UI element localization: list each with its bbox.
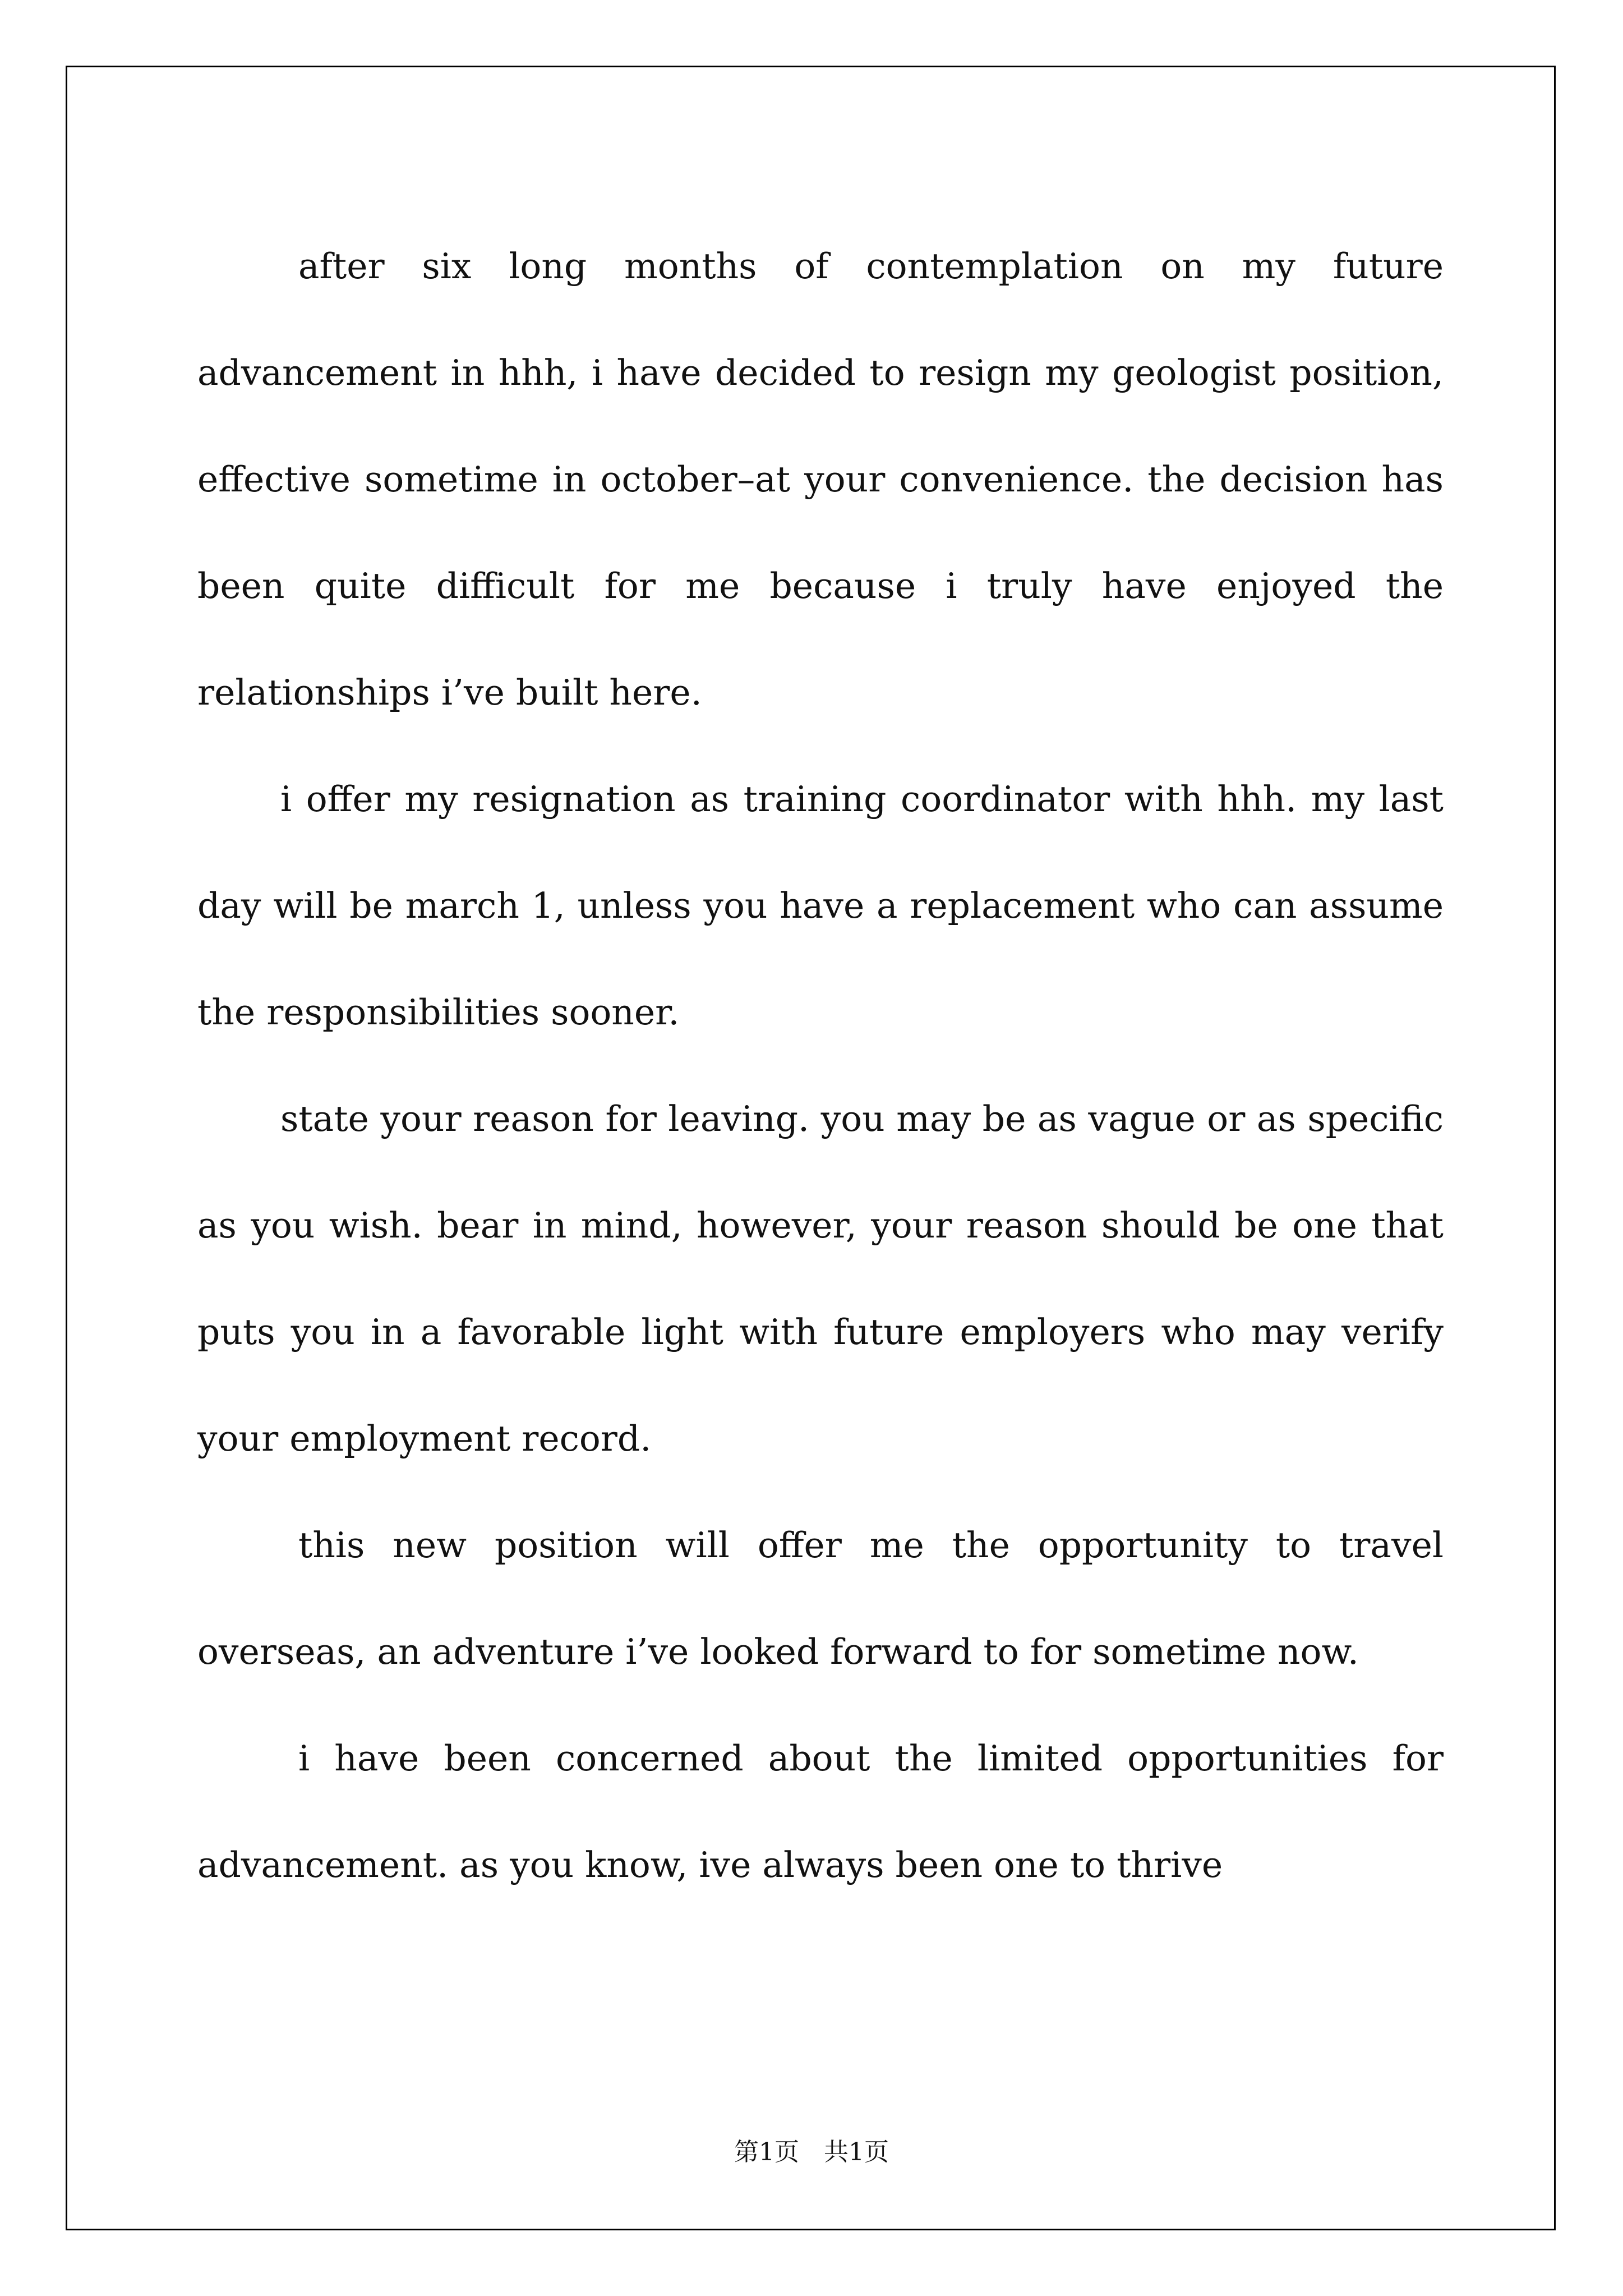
paragraph-3: state your reason for leaving. you may be as vague or as specific as you wish. bear in mind, however, your reason should be one that puts you in a favorable light with future employers who may verify your employment record.: [197, 1098, 1444, 1459]
paragraph-1: after six long months of contemplation on my future advancement in hhh, i have decided to resign my geologist position, effective sometime in october–at your convenience. the decision has been quite difficult for me because i truly have enjoyed the relationships i’ve built here.: [197, 246, 1444, 713]
paragraph-5: i have been concerned about the limited opportunities for advancement. as you know, ive always been one to thrive: [197, 1738, 1444, 1885]
page-number-footer: 第1页 共1页: [734, 2138, 889, 2166]
document-body: [197, 213, 1444, 1918]
paragraph-2: i offer my resignation as training coordinator with hhh. my last day will be march 1, unless you have a replacement who can assume the responsibilities sooner.: [197, 779, 1444, 1033]
paragraph-4: this new position will offer me the opportunity to travel overseas, an adventure i’ve looked forward to for sometime now.: [197, 1525, 1444, 1672]
